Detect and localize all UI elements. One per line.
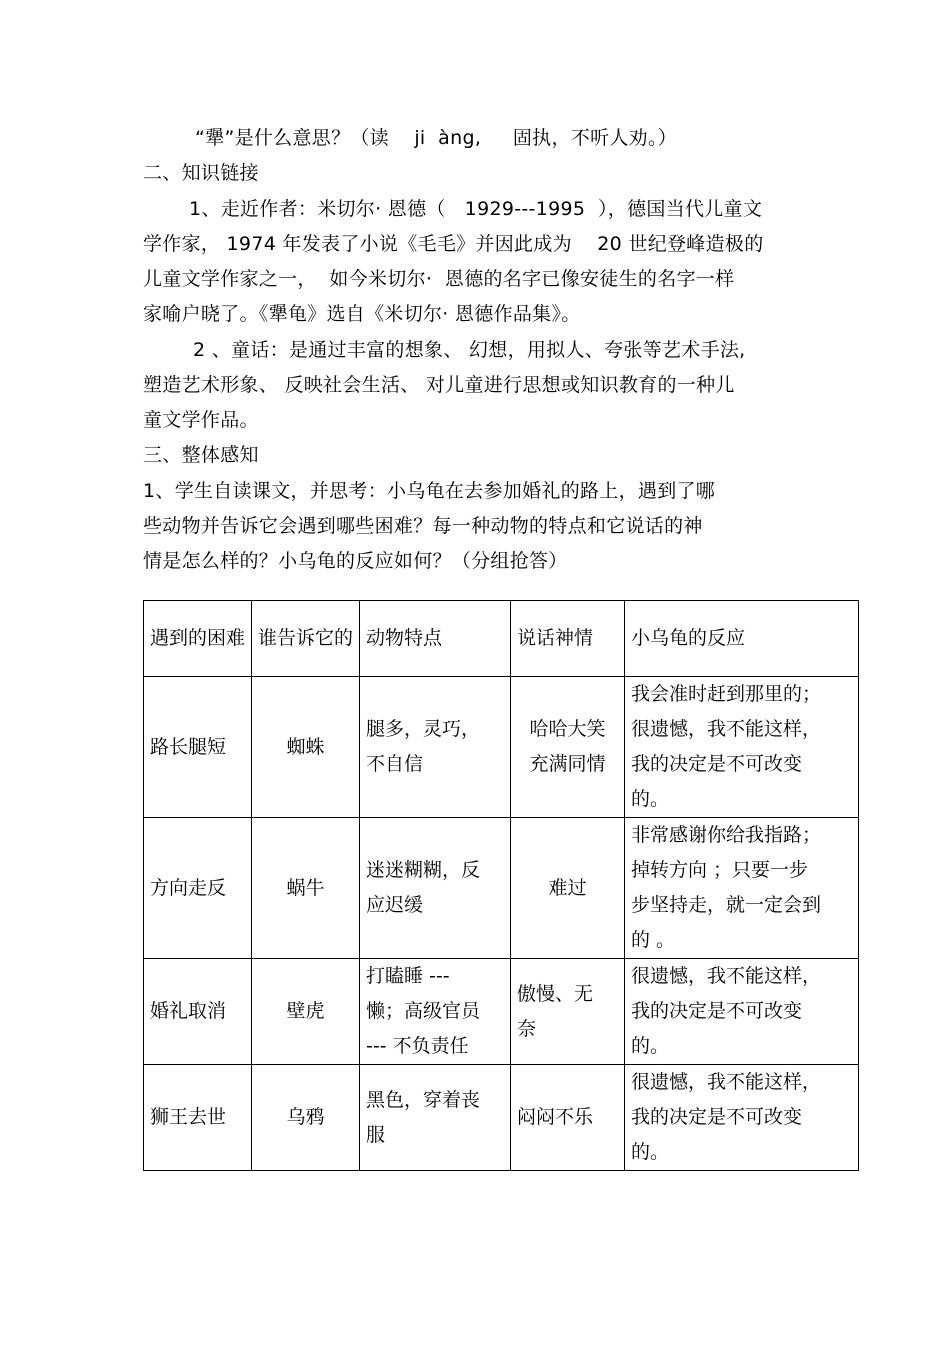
paragraph-line: 童文学作品。 [143,409,259,431]
paragraph-line: 1、走近作者：米切尔· 恩德（ 1929---1995 ），德国当代儿童文 [189,198,763,220]
table-cell: 路长腿短 [144,677,252,818]
table-header-row [144,601,859,677]
paragraph-line: 2 、童话：是通过丰富的想象、 幻想，用拟人、夸张等艺术手法, [193,339,746,361]
table-cell: 方向走反 [144,818,252,959]
table-cell: 哈哈大笑 充满同情 [511,677,625,818]
table-cell: 腿多，灵巧， 不自信 [360,677,511,818]
header-cell: 动物特点 [360,601,511,677]
table-cell: 壁虎 [252,959,360,1065]
header-cell: 小乌龟的反应 [625,601,859,677]
table-cell: 乌鸦 [252,1065,360,1171]
table-cell: 非常感谢你给我指路； 掉转方向 ；只要一步 步坚持走，就一定会到 的 。 [625,818,859,959]
table-row [144,677,859,818]
table-cell: 傲慢、无 奈 [511,959,625,1065]
table-cell: 黑色，穿着丧 服 [360,1065,511,1171]
section-heading-overview: 三、整体感知 [143,444,259,466]
table-cell: 蜗牛 [252,818,360,959]
table-cell: 很遗憾，我不能这样， 我的决定是不可改变 的。 [625,959,859,1065]
table-row [144,959,859,1065]
paragraph-line: 儿童文学作家之一， 如今米切尔· 恩德的名字已像安徒生的名字一样 [143,268,735,290]
table-cell: 打瞌睡 --- 懒；高级官员 --- 不负责任 [360,959,511,1065]
table-cell: 难过 [511,818,625,959]
table-cell: 闷闷不乐 [511,1065,625,1171]
table-cell: 我会准时赶到那里的； 很遗憾，我不能这样， 我的决定是不可改变 的。 [625,677,859,818]
table-cell: 很遗憾，我不能这样， 我的决定是不可改变 的。 [625,1065,859,1171]
table-cell: 迷迷糊糊，反 应迟缓 [360,818,511,959]
table-cell: 婚礼取消 [144,959,252,1065]
table-cell: 蜘蛛 [252,677,360,818]
summary-table [143,600,859,1171]
paragraph-line: 家喻户晓了。《犟龟》选自《米切尔· 恩德作品集》。 [143,303,581,325]
table-row [144,818,859,959]
header-cell: 遇到的困难 [144,601,252,677]
paragraph-line: 学作家， 1974 年发表了小说《毛毛》并因此成为 20 世纪登峰造极的 [143,233,764,255]
paragraph-line: 1、学生自读课文，并思考：小乌龟在去参加婚礼的路上，遇到了哪 [143,480,716,502]
paragraph-line: 情是怎么样的？小乌龟的反应如何？（分组抢答） [143,550,568,572]
question-line: “犟”是什么意思？（读 ji àng, 固执，不听人劝。） [195,127,678,149]
header-cell: 谁告诉它的 [252,601,360,677]
paragraph-line: 塑造艺术形象、 反映社会生活、 对儿童进行思想或知识教育的一种儿 [143,374,735,396]
paragraph-line: 些动物并告诉它会遇到哪些困难？每一种动物的特点和它说话的神 [143,515,703,537]
header-cell: 说话神情 [511,601,625,677]
table-row [144,1065,859,1171]
section-heading-knowledge: 二、知识链接 [143,162,259,184]
table-cell: 狮王去世 [144,1065,252,1171]
